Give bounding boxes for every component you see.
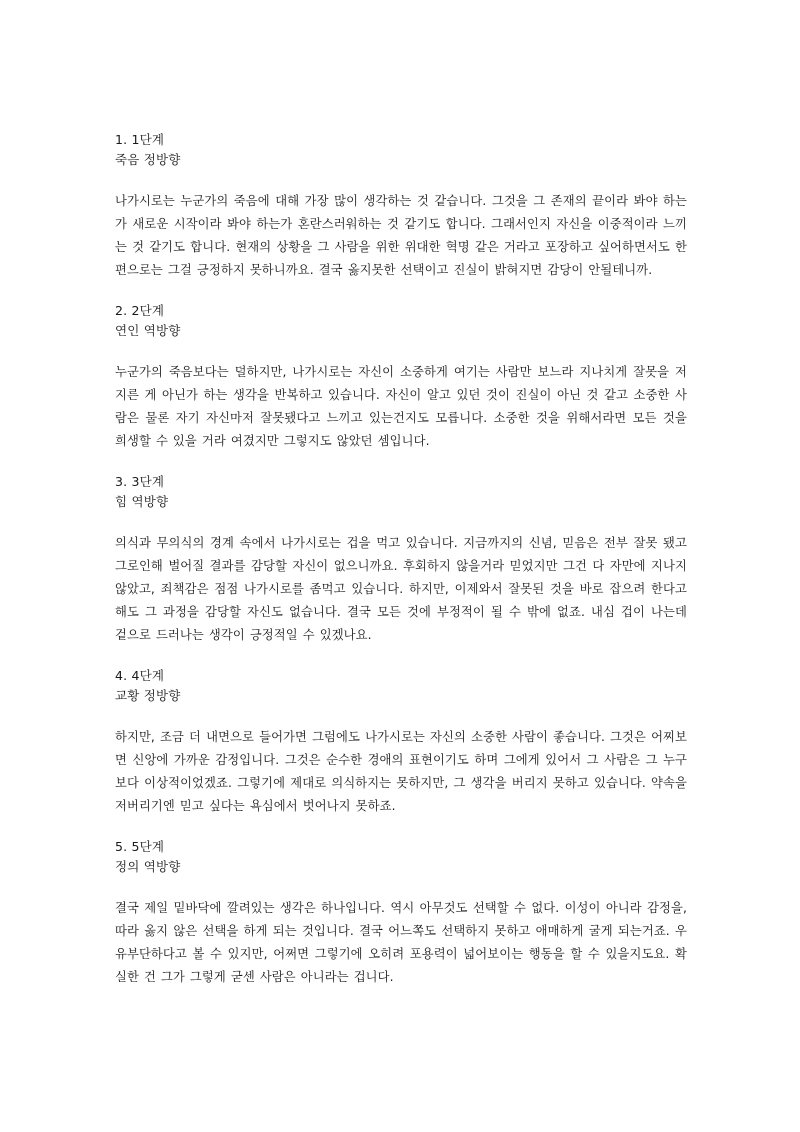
section-subheading: 죽음 정방향 (115, 152, 181, 167)
section-heading: 4. 4단계 (115, 668, 165, 683)
section-5 (115, 837, 687, 989)
section-subheading: 정의 역방향 (115, 859, 181, 874)
section-heading: 1. 1단계 (115, 132, 165, 147)
section-body: 결국 제일 밑바닥에 깔려있는 생각은 하나입니다. 역시 아무것도 선택할 수 없다. 이성이 아니라 감정을, 따라 옳지 않은 선택을 하게 되는 것입니다. 결국 어느쪽도 선택하지 못하고 애매하게 굴게 되는거죠. 우유부단하다고 볼 수 있지만, 어쩌면 그렇기에 오히려 포용력이 넓어보이는 행동을 할 수 있을지도요. 확실한 건 그가 그렇게 굳센 사람은 아니라는 겁니다. (115, 901, 687, 984)
section-1 (115, 130, 687, 282)
section-body: 누군가의 죽음보다는 덜하지만, 나가시로는 자신이 소중하게 여기는 사람만 보느라 지나치게 잘못을 저지른 게 아닌가 하는 생각을 반복하고 있습니다. 자신이 알고 있던 것이 진실이 아닌 것 같고 소중한 사람은 물론 자기 자신마저 잘못됐다고 느끼고 있는건지도 모릅니다. 소중한 것을 위해서라면 모든 것을 희생할 수 있을 거라 여겼지만 그렇지도 않았던 셈입니다. (115, 365, 687, 448)
section-body: 의식과 무의식의 경계 속에서 나가시로는 겁을 먹고 있습니다. 지금까지의 신념, 믿음은 전부 잘못 됐고 그로인해 벌어질 결과를 감당할 자신이 없으니까요. 후회하지 않을거라 믿었지만 그건 다 자만에 지나지 않았고, 죄책감은 점점 나가시로를 좀먹고 있습니다. 하지만, 이제와서 잘못된 것을 바로 잡으려 한다고 해도 그 과정을 감당할 자신도 없습니다. 결국 모든 것에 부정적이 될 수 밖에 없죠. 내심 겁이 나는데 겉으로 드러나는 생각이 긍정적일 수 있겠나요. (115, 536, 687, 642)
section-2 (115, 301, 687, 453)
section-body: 나가시로는 누군가의 죽음에 대해 가장 많이 생각하는 것 같습니다. 그것을 그 존재의 끝이라 봐야 하는가 새로운 시작이라 봐야 하는가 혼란스러워하는 것 같기도 합니다. 그래서인지 자신을 이중적이라 느끼는 것 같기도 합니다. 현재의 상황을 그 사람을 위한 위대한 혁명 같은 거라고 포장하고 싶어하면서도 한편으로는 그걸 긍정하지 못하니까요. 결국 옳지못한 선택이고 진실이 밝혀지면 감당이 안될테니까. (115, 194, 687, 277)
section-subheading: 힘 역방향 (115, 494, 169, 509)
section-heading: 2. 2단계 (115, 303, 165, 318)
section-4 (115, 666, 687, 818)
section-body: 하지만, 조금 더 내면으로 들어가면 그럼에도 나가시로는 자신의 소중한 사람이 좋습니다. 그것은 어찌보면 신앙에 가까운 감정입니다. 그것은 순수한 경애의 표현이기도 하며 그에게 있어서 그 사람은 그 누구보다 이상적이었겠죠. 그렇기에 제대로 의식하지는 못하지만, 그 생각을 버리지 못하고 있습니다. 약속을 저버리기엔 믿고 싶다는 욕심에서 벗어나지 못하죠. (115, 730, 687, 813)
section-heading: 5. 5단계 (115, 839, 165, 854)
section-heading: 3. 3단계 (115, 474, 165, 489)
document-page (115, 130, 687, 1008)
section-subheading: 교황 정방향 (115, 688, 181, 703)
section-3 (115, 472, 687, 647)
section-subheading: 연인 역방향 (115, 323, 181, 338)
